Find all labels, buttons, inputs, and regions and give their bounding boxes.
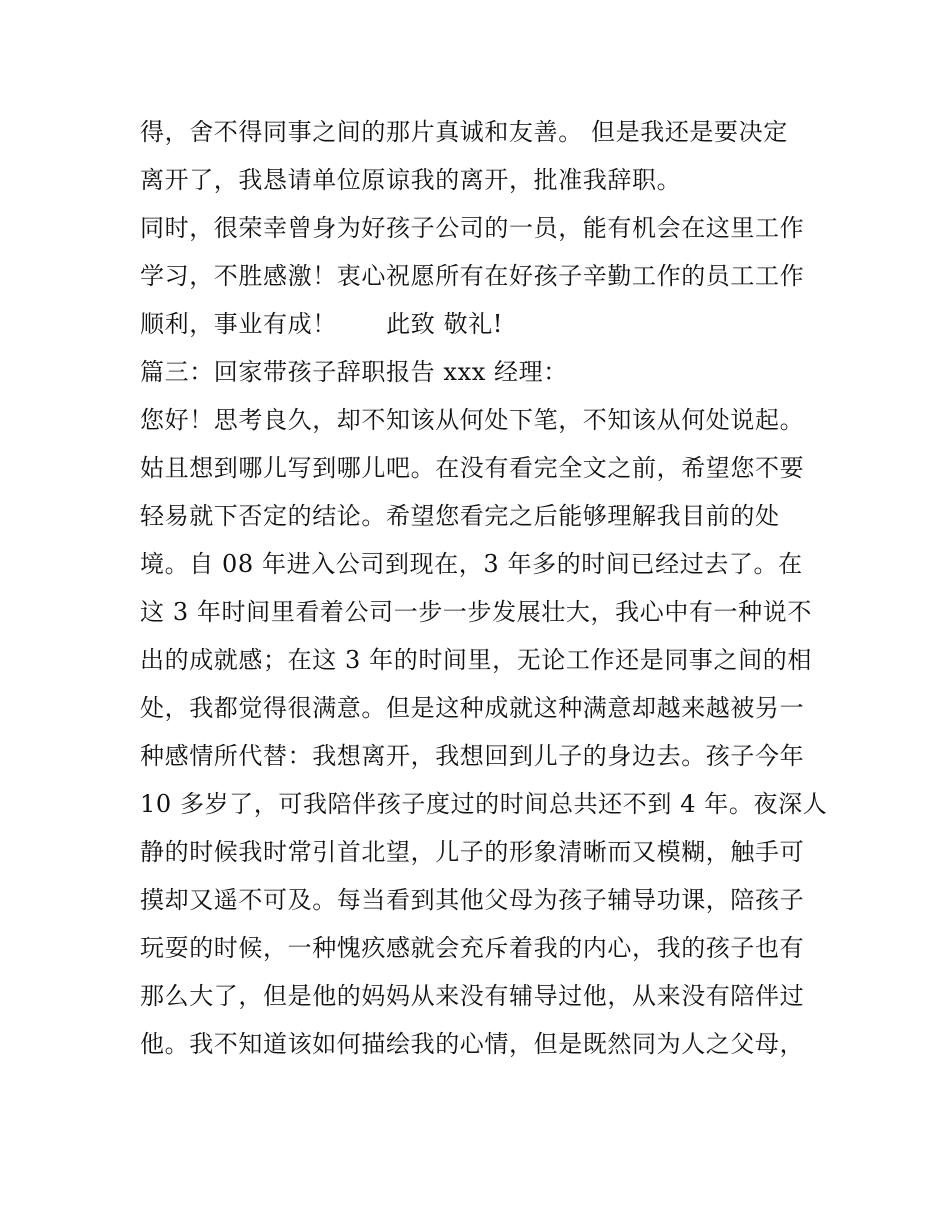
text-line: 离开了，我恳请单位原谅我的离开，批准我辞职。 — [140, 166, 682, 194]
section-heading: 篇三：回家带孩子辞职报告 xxx 经理： — [140, 358, 568, 386]
text-line: 处，我都觉得很满意。但是这种成就这种满意却越来越被另一 — [140, 694, 805, 722]
text-line: 轻易就下否定的结论。希望您看完之后能够理解我目前的处 — [140, 502, 780, 530]
text-line: 这 3 年时间里看着公司一步一步发展壮大，我心中有一种说不 — [140, 598, 812, 626]
text-line: 境。自 08 年进入公司到现在，3 年多的时间已经过去了。在 — [140, 550, 803, 578]
text-line: 顺利，事业有成！ 此致 敬礼! — [140, 310, 504, 338]
document-body — [140, 108, 828, 1068]
text-line: 那么大了，但是他的妈妈从来没有辅导过他，从来没有陪伴过 — [140, 982, 805, 1010]
text-line: 出的成就感；在这 3 年的时间里，无论工作还是同事之间的相 — [140, 646, 812, 674]
text-line: 得，舍不得同事之间的那片真诚和友善。 但是我还是要决定 — [140, 118, 788, 146]
text-line: 摸却又遥不可及。每当看到其他父母为孩子辅导功课，陪孩子 — [140, 886, 805, 914]
text-line: 静的时候我时常引首北望，儿子的形象清晰而又模糊，触手可 — [140, 838, 805, 866]
text-line: 玩耍的时候，一种愧疚感就会充斥着我的内心，我的孩子也有 — [140, 934, 805, 962]
text-line: 10 多岁了，可我陪伴孩子度过的时间总共还不到 4 年。夜深人 — [140, 790, 828, 818]
text-line: 姑且想到哪儿写到哪儿吧。在没有看完全文之前，希望您不要 — [140, 454, 805, 482]
text-line: 种感情所代替：我想离开，我想回到儿子的身边去。孩子今年 — [140, 742, 805, 770]
text-line: 他。我不知道该如何描绘我的心情，但是既然同为人之父母， — [140, 1030, 805, 1058]
text-line: 您好！思考良久，却不知该从何处下笔，不知该从何处说起。 — [140, 406, 805, 434]
text-line: 同时，很荣幸曾身为好孩子公司的一员，能有机会在这里工作 — [140, 214, 805, 242]
text-line: 学习，不胜感激！衷心祝愿所有在好孩子辛勤工作的员工工作 — [140, 262, 805, 290]
